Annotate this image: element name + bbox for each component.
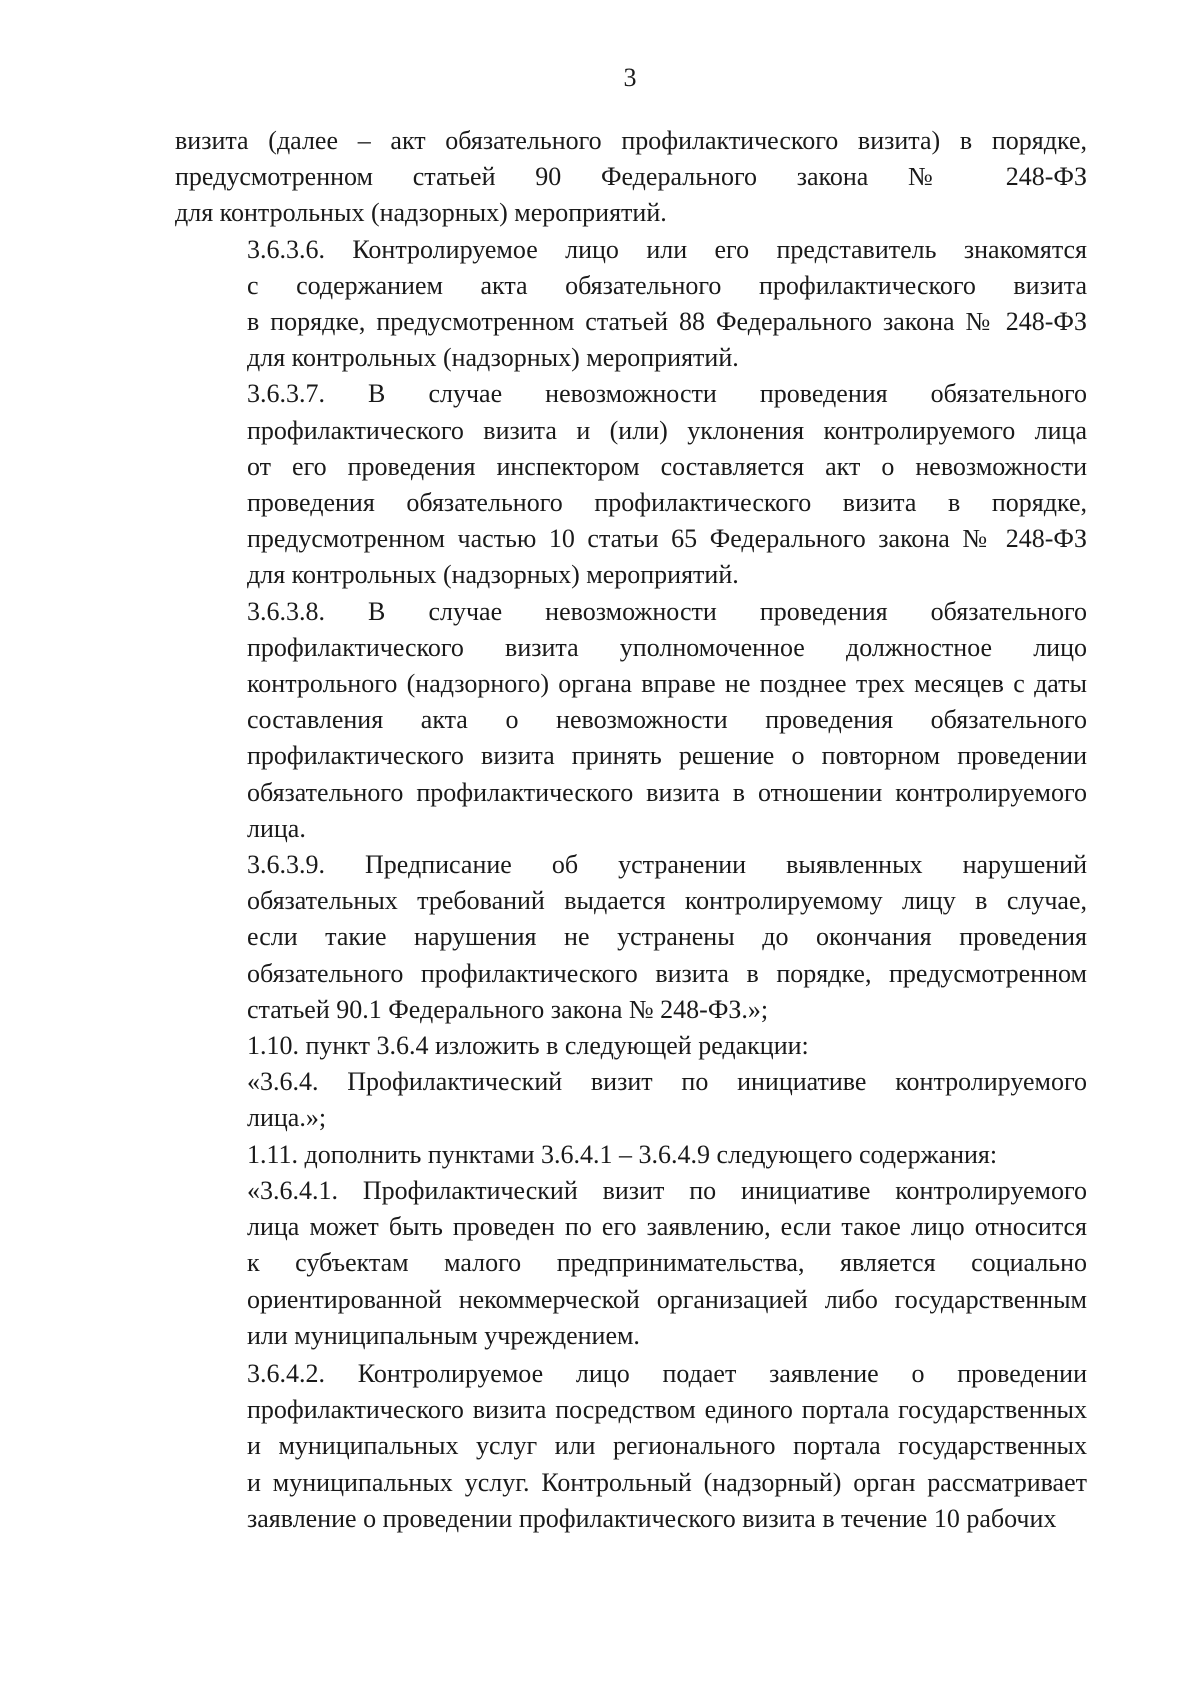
text-line: ориентированной некоммерческой организацией либо государственным bbox=[247, 1284, 1087, 1314]
document-body bbox=[175, 123, 1087, 1537]
text-line: 1.10. пункт 3.6.4 изложить в следующей редакции: bbox=[247, 1031, 809, 1061]
text-line: лица может быть проведен по его заявлению, если такое лицо относится bbox=[247, 1212, 1087, 1242]
text-line: проведения обязательного профилактического визита в порядке, bbox=[247, 488, 1087, 518]
text-line: от его проведения инспектором составляется акт о невозможности bbox=[247, 451, 1087, 481]
text-line: 3.6.3.9. Предписание об устранении выявленных нарушений bbox=[247, 850, 1087, 880]
paragraph bbox=[175, 123, 1087, 232]
text-line: лица. bbox=[247, 813, 306, 843]
text-line: составления акта о невозможности проведения обязательного bbox=[247, 705, 1087, 735]
page-number: 3 bbox=[623, 63, 637, 92]
paragraph bbox=[175, 1173, 1087, 1354]
text-line: если такие нарушения не устранены до окончания проведения bbox=[247, 922, 1087, 952]
paragraph bbox=[175, 1028, 1087, 1064]
text-line: обязательных требований выдается контролируемому лицу в случае, bbox=[247, 886, 1087, 916]
text-line: контрольного (надзорного) органа вправе не позднее трех месяцев с даты bbox=[247, 669, 1087, 699]
text-line: для контрольных (надзорных) мероприятий. bbox=[247, 560, 739, 590]
paragraph bbox=[175, 594, 1087, 847]
text-line: профилактического визита уполномоченное должностное лицо bbox=[247, 632, 1087, 662]
text-line: предусмотренном частью 10 статьи 65 Федерального закона № 248-ФЗ bbox=[247, 524, 1087, 554]
text-line: профилактического визита принять решение о повторном проведении bbox=[247, 741, 1087, 771]
paragraph bbox=[175, 1356, 1087, 1537]
text-line: обязательного профилактического визита в отношении контролируемого bbox=[247, 777, 1087, 807]
text-line: предусмотренном статьей 90 Федерального закона № 248-ФЗ bbox=[175, 162, 1087, 192]
paragraph bbox=[175, 376, 1087, 593]
text-line: и муниципальных услуг. Контрольный (надзорный) орган рассматривает bbox=[247, 1467, 1087, 1497]
paragraph bbox=[175, 1137, 1087, 1173]
text-line: визита (далее – акт обязательного профилактического визита) в порядке, bbox=[175, 126, 1087, 155]
text-line: статьей 90.1 Федерального закона № 248-ФЗ.»; bbox=[247, 994, 769, 1024]
paragraph bbox=[175, 232, 1087, 377]
text-line: или муниципальным учреждением. bbox=[247, 1320, 640, 1350]
text-line: «3.6.4.1. Профилактический визит по инициативе контролируемого bbox=[247, 1175, 1087, 1205]
text-line: к субъектам малого предпринимательства, является социально bbox=[247, 1248, 1087, 1278]
text-line: 3.6.4.2. Контролируемое лицо подает заявление о проведении bbox=[247, 1358, 1087, 1388]
paragraph bbox=[175, 1064, 1087, 1136]
paragraph bbox=[175, 847, 1087, 1028]
text-line: «3.6.4. Профилактический визит по инициативе контролируемого bbox=[247, 1067, 1087, 1097]
text-line: профилактического визита посредством единого портала государственных bbox=[247, 1395, 1087, 1425]
text-line: лица.»; bbox=[247, 1103, 327, 1133]
text-line: 3.6.3.7. В случае невозможности проведения обязательного bbox=[247, 379, 1087, 409]
text-line: и муниципальных услуг или регионального портала государственных bbox=[247, 1431, 1087, 1461]
text-line: 3.6.3.8. В случае невозможности проведения обязательного bbox=[247, 596, 1087, 626]
text-line: 1.11. дополнить пунктами 3.6.4.1 – 3.6.4.9 следующего содержания: bbox=[247, 1139, 998, 1169]
text-line: 3.6.3.6. Контролируемое лицо или его представитель знакомятся bbox=[247, 234, 1087, 264]
text-line: обязательного профилактического визита в порядке, предусмотренном bbox=[247, 958, 1087, 988]
text-line: профилактического визита и (или) уклонения контролируемого лица bbox=[247, 415, 1087, 445]
text-line: заявление о проведении профилактического визита в течение 10 рабочих bbox=[247, 1503, 1057, 1533]
text-line: для контрольных (надзорных) мероприятий. bbox=[175, 198, 667, 228]
text-line: с содержанием акта обязательного профилактического визита bbox=[247, 270, 1087, 300]
text-line: для контрольных (надзорных) мероприятий. bbox=[247, 343, 739, 373]
text-line: в порядке, предусмотренном статьей 88 Федерального закона № 248-ФЗ bbox=[247, 307, 1087, 337]
